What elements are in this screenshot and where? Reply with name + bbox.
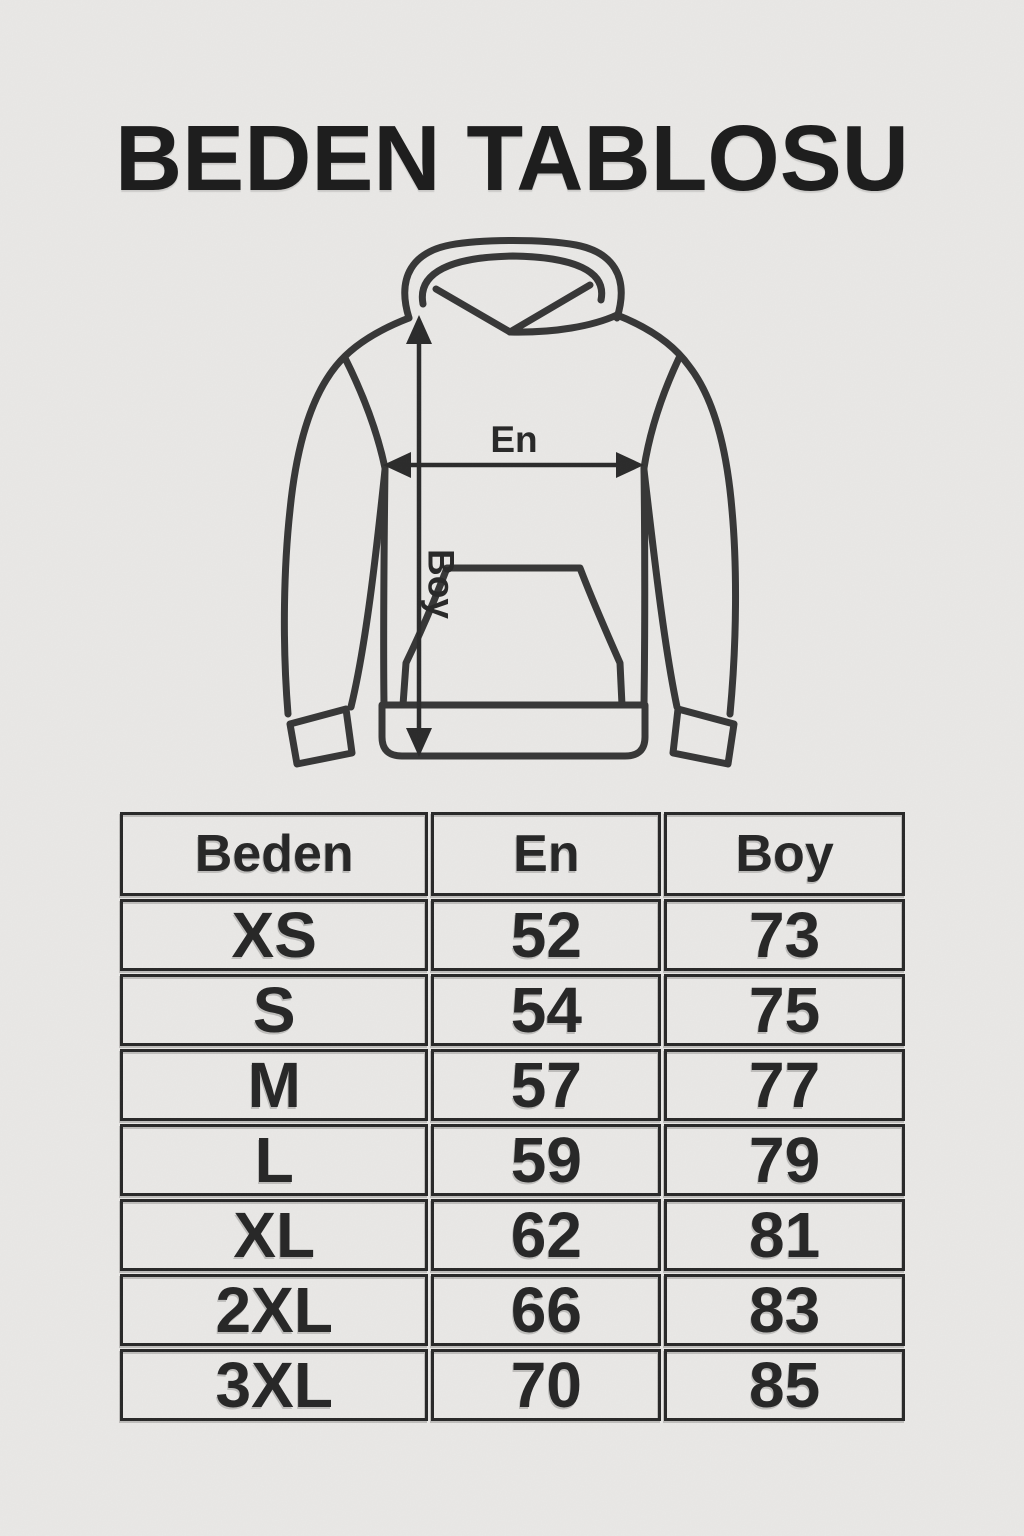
length-cell: 77: [664, 1049, 905, 1121]
size-cell: XL: [120, 1199, 428, 1271]
left-cuff: [290, 709, 352, 764]
size-cell: 3XL: [120, 1349, 428, 1421]
width-cell: 52: [431, 899, 661, 971]
right-cuff: [673, 709, 734, 764]
table-row-xs: [120, 899, 905, 971]
size-cell: M: [120, 1049, 428, 1121]
size-table: [117, 809, 908, 1424]
size-cell: L: [120, 1124, 428, 1196]
length-cell: 85: [664, 1349, 905, 1421]
header-cell-en: En: [431, 812, 661, 896]
left-sleeve-outline: [284, 318, 409, 714]
size-cell: S: [120, 974, 428, 1046]
length-dimension-label: Boy: [420, 549, 462, 619]
width-dimension-label: En: [490, 419, 538, 460]
table-row-m: [120, 1049, 905, 1121]
header-cell-boy: Boy: [664, 812, 905, 896]
right-sleeve-inner-edge: [644, 470, 677, 707]
table-header-row: [120, 812, 905, 896]
table-row-l: [120, 1124, 905, 1196]
left-sleeve-inner-edge: [351, 470, 385, 707]
header-cell-beden: Beden: [120, 812, 428, 896]
length-cell: 81: [664, 1199, 905, 1271]
table-row-3xl: [120, 1349, 905, 1421]
hood-v-left: [436, 289, 510, 332]
page-title: BEDEN TABLOSU: [115, 106, 909, 210]
length-cell: 79: [664, 1124, 905, 1196]
size-table-container: [117, 809, 908, 1424]
width-arrowhead-right: [616, 452, 644, 478]
width-cell: 62: [431, 1199, 661, 1271]
width-cell: 59: [431, 1124, 661, 1196]
right-sleeve-outline: [617, 315, 736, 714]
size-cell: 2XL: [120, 1274, 428, 1346]
width-cell: 66: [431, 1274, 661, 1346]
length-cell: 73: [664, 899, 905, 971]
length-cell: 75: [664, 974, 905, 1046]
table-row-xl: [120, 1199, 905, 1271]
width-cell: 70: [431, 1349, 661, 1421]
hood-outer-outline: [405, 241, 621, 319]
width-cell: 54: [431, 974, 661, 1046]
size-cell: XS: [120, 899, 428, 971]
length-cell: 83: [664, 1274, 905, 1346]
left-shoulder-seam: [345, 358, 385, 468]
right-shoulder-seam: [644, 358, 679, 468]
table-row-2xl: [120, 1274, 905, 1346]
width-cell: 57: [431, 1049, 661, 1121]
table-row-s: [120, 974, 905, 1046]
